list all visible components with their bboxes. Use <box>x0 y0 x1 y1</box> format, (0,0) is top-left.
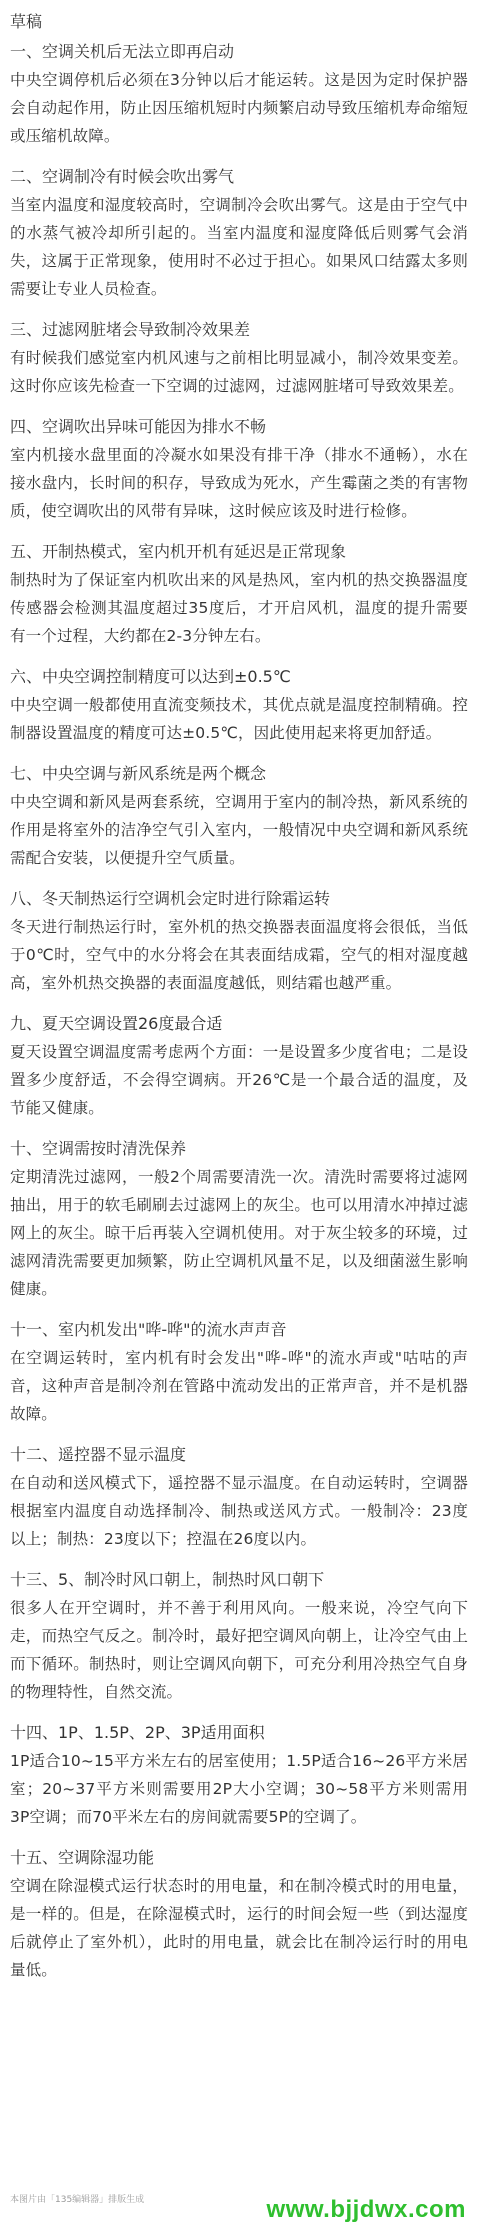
section-heading: 五、开制热模式，室内机开机有延迟是正常现象 <box>10 542 347 561</box>
section-body: 定期清洗过滤网，一般2个周需要清洗一次。清洗时需要将过滤网抽出，用于的软毛刷刷去过滤网上的灰尘。也可以用清水冲掉过滤网上的灰尘。晾干后再装入空调机使用。对于灰尘较多的环境，过滤网清洗需要更加频繁，防止空调机风量不足，以及细菌滋生影响健康。 <box>10 1168 468 1298</box>
section-heading: 四、空调吹出异味可能因为排水不畅 <box>10 417 267 436</box>
section-4 <box>10 413 468 525</box>
section-body: 冬天进行制热运行时，室外机的热交换器表面温度将会很低，当低于0℃时，空气中的水分将会在其表面结成霜，空气的相对湿度越高，室外机热交换器的表面温度越低，则结霜也越严重。 <box>10 918 468 992</box>
section-1 <box>10 38 468 150</box>
section-heading: 二、空调制冷有时候会吹出雾气 <box>10 167 235 186</box>
section-heading: 十三、5、制冷时风口朝上，制热时风口朝下 <box>10 1570 325 1589</box>
section-3 <box>10 316 468 400</box>
section-body: 中央空调一般都使用直流变频技术，其优点就是温度控制精确。控制器设置温度的精度可达±0.5℃，因此使用起来将更加舒适。 <box>10 696 468 742</box>
section-heading: 十二、遥控器不显示温度 <box>10 1445 187 1464</box>
section-body: 空调在除湿模式运行状态时的用电量，和在制冷模式时的用电量，是一样的。但是，在除湿模式时，运行的时间会短一些（到达湿度后就停止了室外机），此时的用电量，就会比在制冷运行时的用电量低。 <box>10 1877 468 1979</box>
section-body: 在自动和送风模式下，遥控器不显示温度。在自动运转时，空调器根据室内温度自动选择制冷、制热或送风方式。一般制冷：23度以上；制热：23度以下；控温在26度以内。 <box>10 1474 468 1548</box>
section-13 <box>10 1566 468 1706</box>
section-5 <box>10 538 468 650</box>
section-9 <box>10 1010 468 1122</box>
document <box>10 8 468 1997</box>
section-15 <box>10 1844 468 1984</box>
section-body: 1P适合10~15平方米左右的居室使用；1.5P适合16~26平方米居室；20~37平方米则需要用2P大小空调；30~58平方米则需用3P空调；而70平米左右的房间就需要5P的空调了。 <box>10 1752 468 1826</box>
document-title: 草稿 <box>10 12 43 31</box>
section-heading: 六、中央空调控制精度可以达到±0.5℃ <box>10 667 291 686</box>
section-12 <box>10 1441 468 1553</box>
section-8 <box>10 885 468 997</box>
site-watermark: www.bjjdwx.com <box>266 2196 466 2223</box>
section-body: 中央空调和新风是两套系统，空调用于室内的制冷热，新风系统的作用是将室外的洁净空气引入室内，一般情况中央空调和新风系统需配合安装，以便提升空气质量。 <box>10 793 468 867</box>
section-body: 室内机接水盘里面的冷凝水如果没有排干净（排水不通畅），水在接水盘内，长时间的积存，导致成为死水，产生霉菌之类的有害物质，使空调吹出的风带有异味，这时候应该及时进行检修。 <box>10 446 468 520</box>
section-10 <box>10 1135 468 1303</box>
section-6 <box>10 663 468 747</box>
section-heading: 七、中央空调与新风系统是两个概念 <box>10 764 267 783</box>
section-body: 在空调运转时，室内机有时会发出"哗-哗"的流水声或"咕咕的声音，这种声音是制冷剂在管路中流动发出的正常声音，并不是机器故障。 <box>10 1349 468 1423</box>
footer-note: 本图片由「135编辑器」排版生成 <box>10 2195 145 2205</box>
section-heading: 八、冬天制热运行空调机会定时进行除霜运转 <box>10 889 331 908</box>
section-body: 制热时为了保证室内机吹出来的风是热风，室内机的热交换器温度传感器会检测其温度超过35度后，才开启风机，温度的提升需要有一个过程，大约都在2-3分钟左右。 <box>10 571 468 645</box>
section-heading: 一、空调关机后无法立即再启动 <box>10 42 235 61</box>
section-7 <box>10 760 468 872</box>
section-heading: 三、过滤网脏堵会导致制冷效果差 <box>10 320 251 339</box>
section-body: 当室内温度和湿度较高时，空调制冷会吹出雾气。这是由于空气中的水蒸气被冷却所引起的。当室内温度和湿度降低后则雾气会消失，这属于正常现象，使用时不必过于担心。如果风口结露太多则需要让专业人员检查。 <box>10 196 468 298</box>
section-2 <box>10 163 468 303</box>
section-heading: 十五、空调除湿功能 <box>10 1848 155 1867</box>
section-11 <box>10 1316 468 1428</box>
section-body: 夏天设置空调温度需考虑两个方面：一是设置多少度省电；二是设置多少度舒适，不会得空调病。开26℃是一个最合适的温度，及节能又健康。 <box>10 1043 468 1117</box>
section-heading: 十四、1P、1.5P、2P、3P适用面积 <box>10 1723 265 1742</box>
section-body: 中央空调停机后必须在3分钟以后才能运转。这是因为定时保护器会自动起作用，防止因压缩机短时内频繁启动导致压缩机寿命缩短或压缩机故障。 <box>10 71 468 145</box>
section-heading: 十一、室内机发出"哗-哗"的流水声声音 <box>10 1320 287 1339</box>
section-heading: 九、夏天空调设置26度最合适 <box>10 1014 223 1033</box>
section-body: 有时候我们感觉室内机风速与之前相比明显减小，制冷效果变差。这时你应该先检查一下空调的过滤网，过滤网脏堵可导致效果差。 <box>10 349 468 395</box>
section-14 <box>10 1719 468 1831</box>
section-heading: 十、空调需按时清洗保养 <box>10 1139 187 1158</box>
section-body: 很多人在开空调时，并不善于利用风向。一般来说，冷空气向下走，而热空气反之。制冷时，最好把空调风向朝上，让冷空气由上而下循环。制热时，则让空调风向朝下，可充分利用冷热空气自身的物理特性，自然交流。 <box>10 1599 468 1701</box>
